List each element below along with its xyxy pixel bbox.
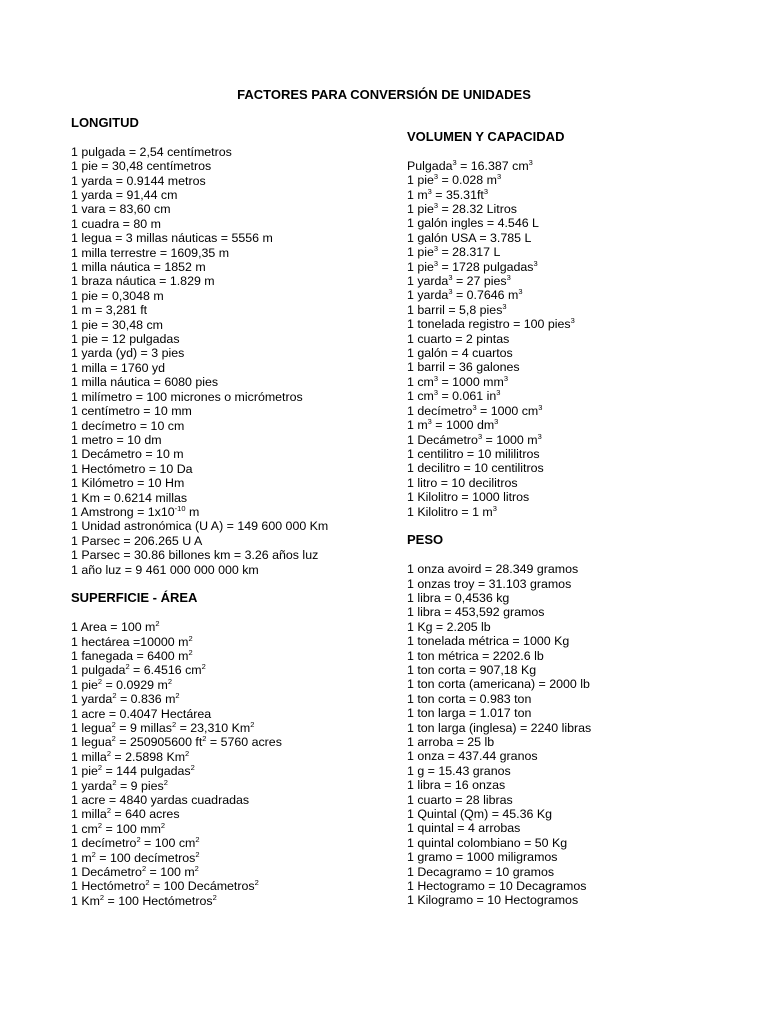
conversion-line: 1 $cm^3 = 1000$ $mm^3$ [407, 373, 508, 389]
conversion-line: 1 metro = 10 dm [71, 432, 162, 447]
section-heading-volumen: VOLUMEN Y CAPACIDAD [407, 129, 565, 144]
conversion-line: 1 pie$^3$ = 28.32 Litros [407, 201, 517, 217]
conversion-line: 1 $m^2 = 100$ decímetros$^2$ [71, 849, 200, 865]
conversion-line: 1 gramo = 1000 miligramos [407, 850, 558, 865]
conversion-line: 1 pie$^2$ = 144 pulgadas$^2$ [71, 763, 195, 779]
conversion-line: 1 Kilogramo = 10 Hectogramos [407, 893, 579, 908]
conversion-line: 1 Decagramo = 10 gramos [407, 864, 555, 879]
conversion-line: 1 $m^3 = 35.31ft^3$ [407, 186, 489, 202]
conversion-line: 1 libra = 453,592 gramos [407, 605, 545, 620]
conversion-line: 1 Kg = 2.205 lb [407, 619, 491, 634]
conversion-line: 1 arroba = 25 lb [407, 735, 495, 750]
conversion-line: 1 Decámetro$^3$ = 1000 $m^3$ [407, 431, 542, 447]
conversion-line: 1 milímetro = 100 micrones o micrómetros [71, 389, 303, 404]
conversion-line: 1 Hectómetro = 10 Da [71, 461, 193, 476]
conversion-line: 1 yarda = 91,44 cm [71, 188, 178, 203]
conversion-line: 1 pie = 0,3048 m [71, 288, 164, 303]
conversion-line: 1 Decámetro = 10 m [71, 447, 184, 462]
section-heading-longitud: LONGITUD [71, 115, 139, 130]
conversion-line: 1 pie$^3$ = 1728 pulgadas$^3$ [407, 258, 538, 274]
left-column [71, 116, 401, 908]
conversion-line: 1 galón ingles = 4.546 L [407, 216, 539, 231]
conversion-line: 1 pie = 30,48 centímetros [71, 159, 212, 174]
conversion-line: 1 decímetro$^3$ = 1000 $cm^3$ [407, 402, 543, 418]
section-heading-peso: PESO [407, 532, 444, 548]
conversion-line: 1 Kilómetro = 10 Hm [71, 476, 185, 491]
conversion-line: 1 Kilolitro = 1000 litros [407, 490, 530, 505]
conversion-line: 1 hectárea =10000 $m^2$ [71, 633, 193, 649]
conversion-line: 1 acre = 4840 yardas cuadradas [71, 793, 250, 808]
conversion-line: 1 cuadra = 80 m [71, 216, 161, 231]
conversion-line: 1 $cm^2 = 100$ $mm^2$ [71, 820, 166, 836]
conversion-line: 1 Amstrong = $1x10^{-10}$ m [71, 503, 200, 519]
conversion-line: 1 milla terrestre = 1609,35 m [71, 245, 230, 260]
conversion-line: 1 Hectómetro$^2$ = 100 Decámetros$^2$ [71, 878, 259, 894]
conversion-line: 1 braza náutica = 1.829 m [71, 274, 215, 289]
conversion-line: 1 pie$^3$ = 0.028 $m^3$ [407, 172, 502, 188]
conversion-line: 1 Hectogramo = 10 Decagramos [407, 879, 587, 894]
conversion-line: 1 milla náutica = 6080 pies [71, 375, 219, 390]
conversion-line: 1 milla$^2$ = 2.5898 Km$^2$ [71, 748, 190, 764]
conversion-line: 1 galón = 4 cuartos [407, 346, 513, 361]
conversion-line: 1 $m^3 = 1000$ $dm^3$ [407, 417, 499, 433]
conversion-line: 1 tonelada registro = 100 pies$^3$ [407, 316, 575, 332]
conversion-line: 1 libra = 0,4536 kg [407, 590, 510, 605]
conversion-line: 1 $cm^3 = 0.061$ $in^3$ [407, 388, 501, 404]
conversion-line: 1 centímetro = 10 mm [71, 404, 192, 419]
conversion-line: 1 pie$^2$ = 0.0929 $m^2$ [71, 676, 173, 692]
conversion-line: 1 g = 15.43 granos [407, 763, 511, 778]
conversion-line: 1 Km = 0.6214 millas [71, 490, 188, 505]
conversion-line: 1 milla$^2$ = 640 acres [71, 806, 180, 822]
conversion-line: 1 m = 3,281 ft [71, 303, 148, 318]
conversion-line: 1 ton métrica = 2202.6 lb [407, 648, 544, 663]
conversion-line: 1 yarda$^2$ = 0.836 $m^2$ [71, 691, 180, 707]
conversion-line: 1 ton larga (inglesa) = 2240 libras [407, 720, 592, 735]
conversion-line: 1 pie = 12 pulgadas [71, 332, 180, 347]
conversion-line: 1 cuarto = 2 pintas [407, 331, 510, 346]
conversion-line: 1 acre = 0.4047 Hectárea [71, 706, 212, 721]
list-longitud [71, 145, 401, 577]
conversion-line: 1 litro = 10 decilitros [407, 475, 518, 490]
conversion-line: 1 ton larga = 1.017 ton [407, 706, 532, 721]
conversion-line: 1 pie = 30,48 cm [71, 317, 163, 332]
conversion-line: 1 pulgada = 2,54 centímetros [71, 144, 232, 159]
conversion-line: 1 ton corta = 0.983 ton [407, 691, 532, 706]
conversion-line: 1 Parsec = 206.265 U A [71, 533, 203, 548]
conversion-line: 1 yarda$^3$ = 0.7646 $m^3$ [407, 287, 523, 303]
conversion-line: 1 Parsec = 30.86 billones km = 3.26 años luz [71, 548, 319, 563]
conversion-line: 1 tonelada métrica = 1000 Kg [407, 634, 570, 649]
list-peso [407, 562, 737, 908]
conversion-line: 1 yarda$^3$ = 27 pies$^3$ [407, 273, 511, 289]
conversion-line: 1 barril = 36 galones [407, 360, 520, 375]
conversion-line: 1 quintal = 4 arrobas [407, 821, 521, 836]
conversion-line: 1 quintal colombiano = 50 Kg [407, 835, 568, 850]
page-title: FACTORES PARA CONVERSIÓN DE UNIDADES [237, 87, 531, 102]
conversion-line: 1 decímetro$^2$ = 100 $cm^2$ [71, 835, 200, 851]
conversion-line: 1 fanegada = 6400 $m^2$ [71, 647, 193, 663]
conversion-line: 1 libra = 16 onzas [407, 778, 506, 793]
conversion-line: 1 yarda (yd) = 3 pies [71, 346, 185, 361]
conversion-line: 1 ton corta = 907,18 Kg [407, 662, 537, 677]
conversion-line: Pulgada$^3$ = 16.387 $cm^3$ [407, 157, 533, 173]
conversion-line: 1 Decámetro$^2$ = 100 $m^2$ [71, 864, 199, 880]
conversion-line: 1 legua$^2$ = 9 millas$^2$ = 23,310 Km$^2$ [71, 720, 255, 736]
conversion-line: 1 decímetro = 10 cm [71, 418, 185, 433]
conversion-line: 1 Area = 100 $m^2$ [71, 619, 160, 635]
conversion-line: 1 año luz = 9 461 000 000 000 km [71, 562, 259, 577]
right-column [407, 130, 737, 908]
section-heading-superficie: SUPERFICIE - ÁREA [71, 590, 198, 606]
conversion-line: 1 pie$^3$ = 28.317 L [407, 244, 501, 260]
conversion-line: 1 Kilolitro = 1 $m^3$ [407, 503, 497, 519]
conversion-line: 1 onza = 437.44 granos [407, 749, 538, 764]
conversion-line: 1 galón USA = 3.785 L [407, 230, 532, 245]
conversion-line: 1 ton corta (americana) = 2000 lb [407, 677, 590, 692]
conversion-line: 1 decilitro = 10 centilitros [407, 461, 544, 476]
conversion-line: 1 barril = 5,8 pies$^3$ [407, 301, 507, 317]
conversion-line: 1 yarda = 0.9144 metros [71, 173, 206, 188]
conversion-line: 1 Unidad astronómica (U A) = 149 600 000 Km [71, 519, 329, 534]
conversion-line: 1 legua = 3 millas náuticas = 5556 m [71, 231, 273, 246]
conversion-line: 1 centilitro = 10 mililitros [407, 446, 540, 461]
conversion-line: 1 yarda$^2$ = 9 pies$^2$ [71, 777, 168, 793]
conversion-line: 1 cuarto = 28 libras [407, 792, 513, 807]
conversion-line: 1 pulgada$^2$ = 6.4516 $cm^2$ [71, 662, 206, 678]
conversion-line: 1 onza avoird = 28.349 gramos [407, 562, 579, 577]
conversion-line: 1 onzas troy = 31.103 gramos [407, 576, 572, 591]
conversion-line: 1 Quintal (Qm) = 45.36 Kg [407, 807, 552, 822]
conversion-line: 1 milla náutica = 1852 m [71, 260, 206, 275]
list-superficie [71, 620, 401, 908]
list-volumen [407, 159, 737, 519]
conversion-line: 1 legua$^2$ = 250905600 $ft^2 = 5760$ acres [71, 734, 282, 750]
conversion-line: 1 $Km^2 = 100$ Hectómetros$^2$ [71, 892, 217, 908]
conversion-line: 1 milla = 1760 yd [71, 360, 166, 375]
conversion-line: 1 vara = 83,60 cm [71, 202, 171, 217]
